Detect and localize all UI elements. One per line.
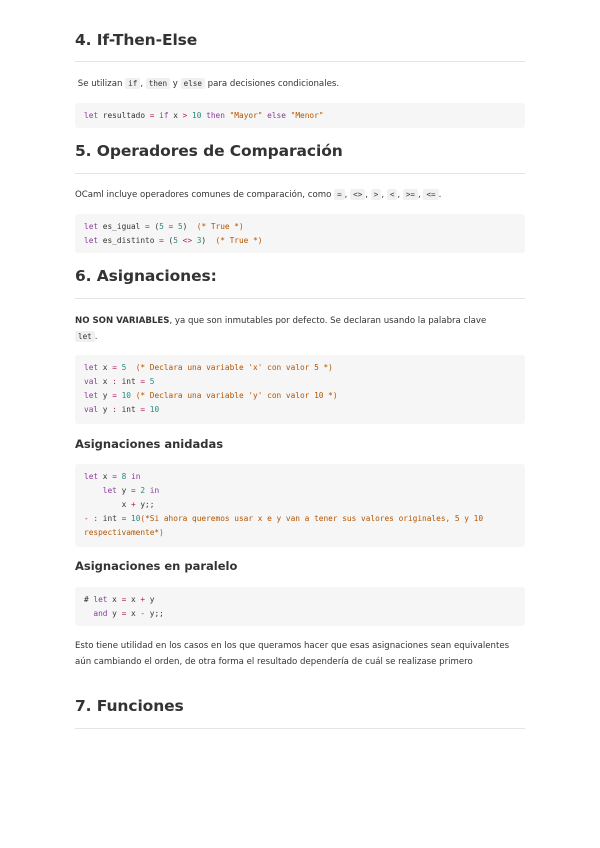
else-keyword: else <box>181 78 205 89</box>
op-gt: > <box>371 189 382 200</box>
section-5-title: 5. Operadores de Comparación <box>75 142 343 160</box>
op-ge: >= <box>403 189 418 200</box>
op-lt: < <box>387 189 398 200</box>
parallel-note: Esto tiene utilidad en los casos en los que queramos hacer que esas asignaciones sean equivalentes aún cambiando el orden, de otra forma el resultado dependería de cuál se realizase primero <box>75 641 510 667</box>
op-neq: <> <box>350 189 365 200</box>
if-keyword: if <box>125 78 140 89</box>
op-eq: = <box>334 189 345 200</box>
code-block-if: let resultado = if x > 10 then "Mayor" else "Menor" <box>75 103 525 128</box>
section-6-paragraph: NO SON VARIABLES, ya que son inmutables por defecto. Se declaran usando la palabra clave let . <box>75 316 487 342</box>
divider <box>75 728 525 729</box>
divider <box>75 298 525 299</box>
subheading-nested: Asignaciones anidadas <box>75 437 224 451</box>
code-block-nested: let x = 8 in let y = 2 in x + y;; - : int = 10(*Si ahora queremos usar x e y van a tener sus valores originales, 5 y 10 respectivamente*) <box>75 464 525 547</box>
code-block-assignments: let x = 5 (* Declara una variable 'x' con valor 5 *) val x : int = 5 let y = 10 (* Declara una variable 'y' con valor 10 *) val y : int = 10 <box>75 355 525 424</box>
section-7-title: 7. Funciones <box>75 697 184 715</box>
section-5-paragraph: OCaml incluye operadores comunes de comparación, como = , <> , > , < , >= , <= . <box>75 190 442 200</box>
code-block-parallel: # let x = x + y and y = x - y;; <box>75 587 525 626</box>
subheading-parallel: Asignaciones en paralelo <box>75 559 238 573</box>
divider <box>75 61 525 62</box>
let-keyword: let <box>75 331 95 342</box>
op-le: <= <box>423 189 438 200</box>
section-4-paragraph: Se utilizan if , then y else para decisiones condicionales. <box>77 79 340 89</box>
code-block-comparison: let es_igual = (5 = 5) (* True *) let es_distinto = (5 <> 3) (* True *) <box>75 214 525 253</box>
divider <box>75 173 525 174</box>
section-4-title: 4. If-Then-Else <box>75 31 198 49</box>
then-keyword: then <box>146 78 170 89</box>
section-6-title: 6. Asignaciones: <box>75 267 217 285</box>
